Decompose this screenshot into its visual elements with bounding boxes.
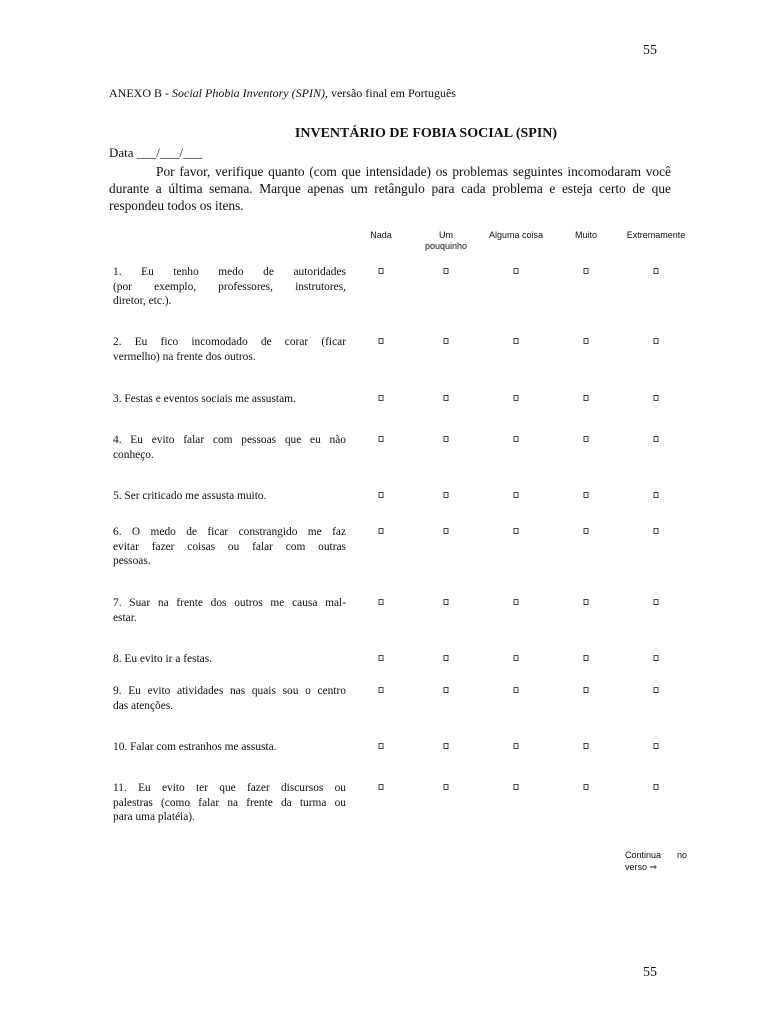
answer-checkbox-q7-2[interactable] — [444, 599, 449, 605]
answer-checkbox-q7-4[interactable] — [584, 599, 589, 605]
answer-checkbox-q10-2[interactable] — [444, 743, 449, 749]
question-text-line: 9. Eu evito atividades nas quais sou o centro — [113, 685, 346, 697]
question-text-line: para uma platéia). — [113, 811, 195, 823]
answer-checkbox-q5-2[interactable] — [444, 492, 449, 498]
answer-checkbox-q3-1[interactable] — [379, 395, 384, 401]
answer-checkbox-q10-1[interactable] — [379, 743, 384, 749]
question-item-11 — [113, 781, 346, 825]
answer-checkbox-q4-2[interactable] — [444, 436, 449, 442]
column-header-line: Nada — [370, 230, 392, 240]
answer-checkbox-q7-3[interactable] — [514, 599, 519, 605]
answer-checkbox-q11-4[interactable] — [584, 784, 589, 790]
answer-checkbox-q5-5[interactable] — [654, 492, 659, 498]
annex-suffix: versão final em Português — [327, 86, 456, 100]
answer-checkbox-q8-1[interactable] — [379, 655, 384, 661]
question-text-line: 1. Eu tenho medo de autoridades — [113, 266, 346, 278]
continue-note-line-2-wrap — [625, 861, 657, 873]
answer-checkbox-q6-5[interactable] — [654, 528, 659, 534]
question-text-line: 3. Festas e eventos sociais me assustam. — [113, 393, 296, 405]
answer-checkbox-q3-3[interactable] — [514, 395, 519, 401]
page-title: INVENTÁRIO DE FOBIA SOCIAL (SPIN) — [294, 126, 558, 141]
answer-checkbox-q11-1[interactable] — [379, 784, 384, 790]
answer-checkbox-q9-5[interactable] — [654, 687, 659, 693]
question-text-line: 2. Eu fico incomodado de corar (ficar — [113, 336, 346, 348]
instructions-paragraph: Por favor, verifique quanto (com que intensidade) os problemas seguintes incomodaram você durante a última semana. Marque apenas um retângulo para cada problema e esteja certo de que respondeu todos os itens. — [109, 164, 671, 213]
question-text-line: (por exemplo, professores, instrutores, — [113, 280, 346, 293]
answer-checkbox-q3-2[interactable] — [444, 395, 449, 401]
answer-checkbox-q6-2[interactable] — [444, 528, 449, 534]
answer-checkbox-q10-5[interactable] — [654, 743, 659, 749]
answer-checkbox-q9-3[interactable] — [514, 687, 519, 693]
question-text-line: 8. Eu evito ir a festas. — [113, 653, 213, 665]
question-text-line: estar. — [113, 611, 137, 624]
question-item-1 — [113, 265, 346, 309]
answer-checkbox-q1-2[interactable] — [444, 268, 449, 274]
question-text-line: palestras (como falar na frente da turma ou — [113, 796, 346, 809]
answer-checkbox-q9-1[interactable] — [379, 687, 384, 693]
column-header-5 — [627, 230, 686, 241]
column-header-line: Um — [438, 230, 453, 240]
annex-title: Social Phobia Inventory (SPIN), — [172, 86, 328, 100]
question-text-line: 4. Eu evito falar com pessoas que eu não — [113, 434, 346, 446]
question-item-8 — [113, 652, 346, 667]
continue-note-line-2: verso ⇒ — [625, 862, 658, 872]
answer-checkbox-q2-3[interactable] — [514, 338, 519, 344]
answer-checkbox-q11-2[interactable] — [444, 784, 449, 790]
question-text-line: evitar fazer coisas ou falar com outras — [113, 540, 346, 553]
answer-checkbox-q9-4[interactable] — [584, 687, 589, 693]
answer-checkbox-q1-1[interactable] — [379, 268, 384, 274]
answer-checkbox-q4-5[interactable] — [654, 436, 659, 442]
question-item-7 — [113, 596, 346, 625]
question-text-line: diretor, etc.). — [113, 295, 172, 307]
column-header-line: Alguma coisa — [488, 230, 544, 240]
column-header-line: Muito — [574, 230, 598, 240]
answer-checkbox-q4-4[interactable] — [584, 436, 589, 442]
answer-checkbox-q3-4[interactable] — [584, 395, 589, 401]
answer-checkbox-q6-1[interactable] — [379, 528, 384, 534]
annex-prefix: ANEXO B - — [109, 86, 172, 100]
question-item-4 — [113, 433, 346, 462]
question-item-6 — [113, 525, 346, 569]
answer-checkbox-q2-1[interactable] — [379, 338, 384, 344]
answer-checkbox-q9-2[interactable] — [444, 687, 449, 693]
question-text-line: conheço. — [113, 448, 154, 461]
answer-checkbox-q1-4[interactable] — [584, 268, 589, 274]
page-number-top: 55 — [643, 43, 657, 58]
question-text-line: vermelho) na frente dos outros. — [113, 350, 256, 363]
date-field[interactable]: Data ___/___/___ — [109, 145, 203, 160]
question-item-3 — [113, 392, 346, 407]
answer-checkbox-q5-4[interactable] — [584, 492, 589, 498]
question-item-2 — [113, 335, 346, 364]
answer-checkbox-q6-3[interactable] — [514, 528, 519, 534]
answer-checkbox-q8-3[interactable] — [514, 655, 519, 661]
answer-checkbox-q1-3[interactable] — [514, 268, 519, 274]
answer-checkbox-q5-3[interactable] — [514, 492, 519, 498]
answer-checkbox-q7-5[interactable] — [654, 599, 659, 605]
question-item-10 — [113, 740, 346, 755]
answer-checkbox-q4-1[interactable] — [379, 436, 384, 442]
question-text-line: 7. Suar na frente dos outros me causa mal- — [113, 597, 346, 609]
column-header-line: Extremamente — [626, 230, 686, 240]
column-header-line: pouquinho — [424, 241, 468, 251]
answer-checkbox-q2-5[interactable] — [654, 338, 659, 344]
question-text-line: 11. Eu evito ter que fazer discursos ou — [113, 782, 346, 794]
annex-heading — [109, 86, 456, 101]
column-header-3 — [489, 230, 543, 241]
answer-checkbox-q10-4[interactable] — [584, 743, 589, 749]
answer-checkbox-q6-4[interactable] — [584, 528, 589, 534]
page-number-bottom: 55 — [643, 965, 657, 980]
question-item-9 — [113, 684, 346, 713]
question-text-line: das atenções. — [113, 699, 174, 712]
answer-checkbox-q7-1[interactable] — [379, 599, 384, 605]
question-text-line: pessoas. — [113, 555, 151, 567]
question-text-line: 5. Ser criticado me assusta muito. — [113, 490, 267, 502]
question-item-5 — [113, 489, 346, 504]
answer-checkbox-q5-1[interactable] — [379, 492, 384, 498]
column-header-4 — [575, 230, 597, 241]
question-text-line: 6. O medo de ficar constrangido me faz — [113, 526, 346, 538]
answer-checkbox-q3-5[interactable] — [654, 395, 659, 401]
question-text-line: 10. Falar com estranhos me assusta. — [113, 741, 277, 753]
column-header-1 — [370, 230, 392, 241]
answer-checkbox-q8-4[interactable] — [584, 655, 589, 661]
answer-checkbox-q11-5[interactable] — [654, 784, 659, 790]
answer-checkbox-q2-2[interactable] — [444, 338, 449, 344]
answer-checkbox-q1-5[interactable] — [654, 268, 659, 274]
column-header-2 — [425, 230, 467, 252]
answer-checkbox-q2-4[interactable] — [584, 338, 589, 344]
answer-checkbox-q4-3[interactable] — [514, 436, 519, 442]
answer-checkbox-q10-3[interactable] — [514, 743, 519, 749]
continue-note-line-1: Continua no — [625, 850, 687, 860]
continue-note — [625, 849, 687, 861]
answer-checkbox-q8-5[interactable] — [654, 655, 659, 661]
answer-checkbox-q8-2[interactable] — [444, 655, 449, 661]
answer-checkbox-q11-3[interactable] — [514, 784, 519, 790]
